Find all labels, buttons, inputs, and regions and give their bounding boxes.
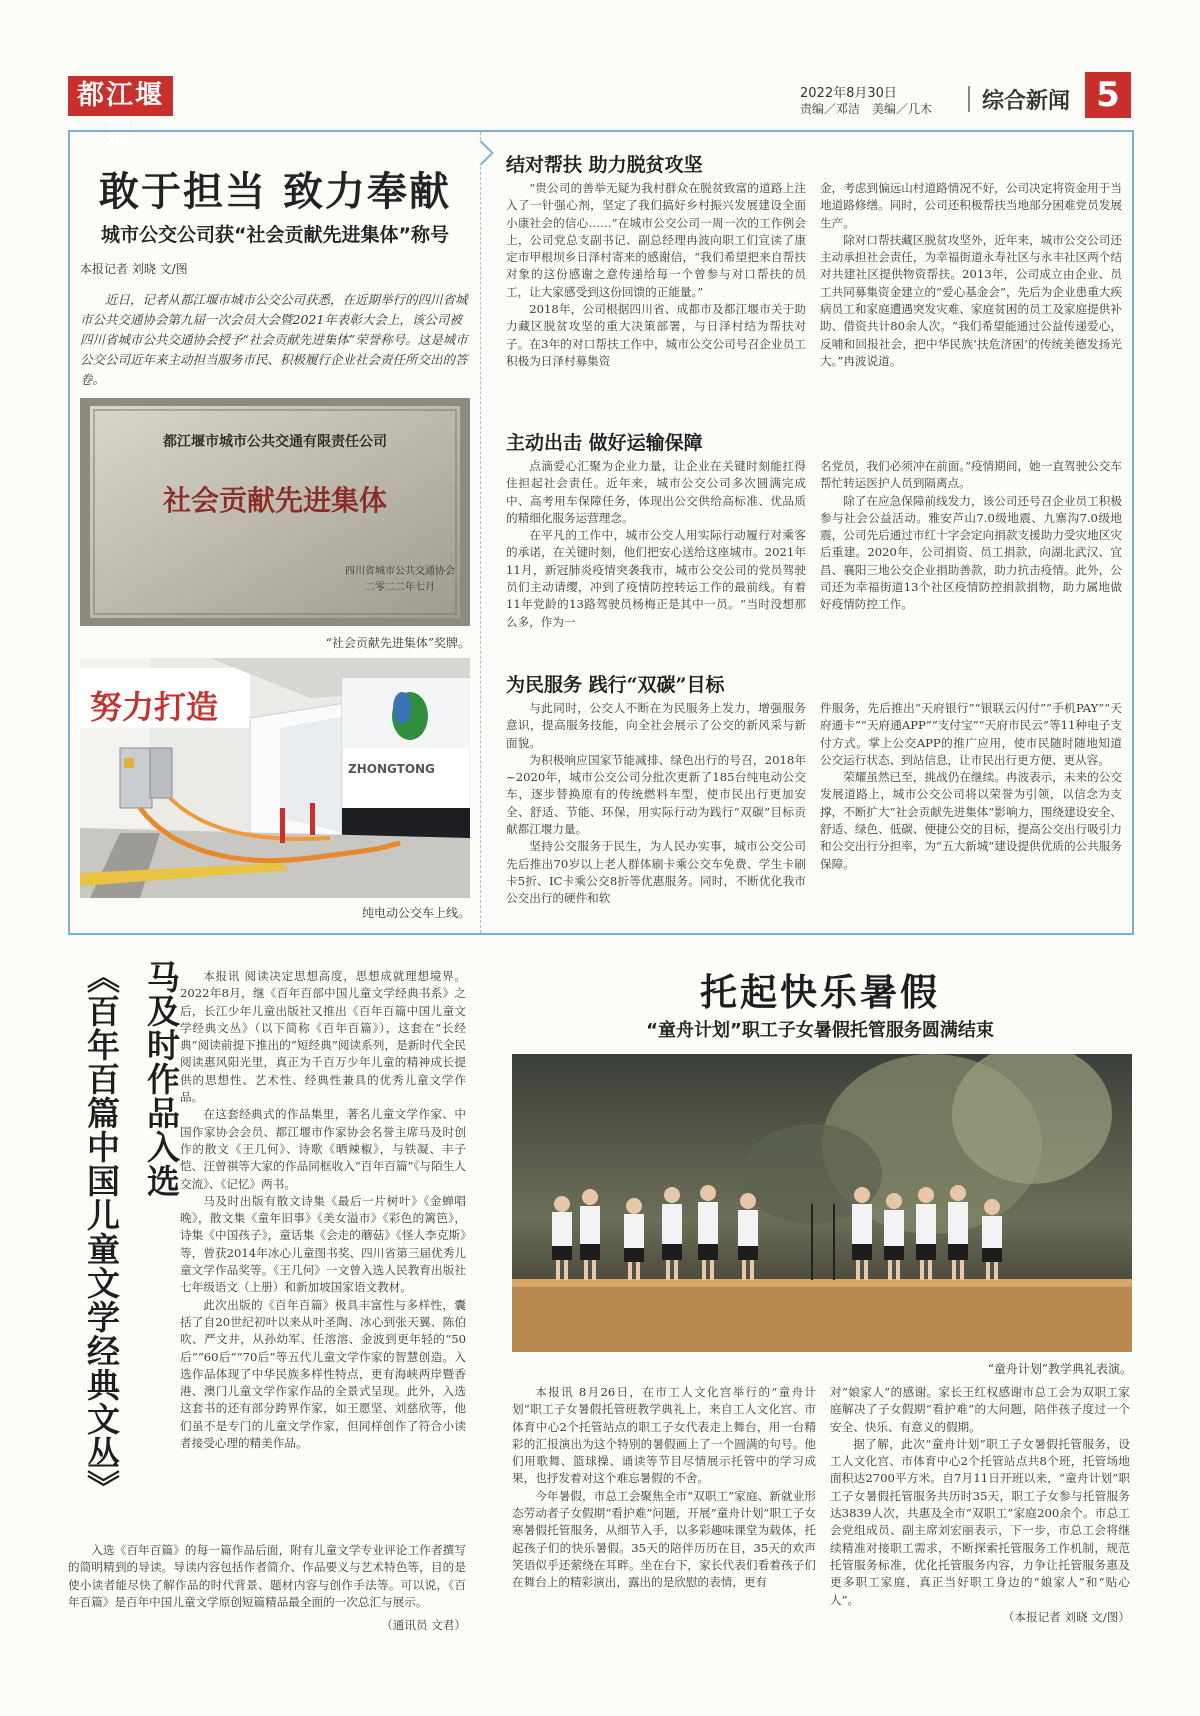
bus-depot-image [80,658,470,898]
stage-photo-caption: “童舟计划”教学典礼表演。 [987,1362,1132,1376]
section2-right-paragraph: 除了在应急保障前线发力，该公司还号召企业员工积极参与社会公益活动。雅安芦山7.0级地震、九寨沟7.0级地震，公司先后通过市红十字会定向捐款支援助力受灾地区灾后重建。2020年，公司捐资、员工捐款，向湖北武汉、宜昌、襄阳三地公交企业捐助善款，助力抗击疫情。此外，公司还为幸福街道13个社区疫情防控捐款捐物，助力属地做好疫情防控工作。 [820,493,1122,612]
plaque-issuer: 四川省城市公共交通协会 [345,566,455,577]
page-number: 5 [1085,72,1131,118]
summer-paragraph: 本报讯 8月26日，在市工人文化宫举行的“童舟计划”职工子女暑假托管班教学典礼上，来自工人文化宫、市体育中心2个托管站点的职工子女代表走上舞台，用一台精彩的汇报演出为这个特别的暑假画上了一个圆满的句号。他们用歌舞、篮球操、诵读等节目尽情展示托管中的学习成果，也抒发着对这个难忘暑假的不舍。 [512,1385,816,1486]
plaque-date: 二零二二年七月 [365,582,435,593]
books-column-bottom [68,1542,466,1634]
books-paragraph: 此次出版的《百年百篇》极具丰富性与多样性，囊括了自20世纪初叶以来从叶圣陶、冰心到张天翼、陈伯吹、严文井，从孙幼军、任溶溶、金波到更年轻的“50后”“60后”“70后”等五代儿童文学作家的智慧创造。入选作品体现了中华民族多样性特点，更有海峡两岸暨香港、澳门儿童文学作家作品的全景式呈现。此外，入选这套书的还有部分跨界作家，如王愿坚、刘慈欣等，他们虽不是专门的儿童文学作家，但同样创作了符合小读者接受心理的精美作品。 [180,1297,466,1451]
summer-paragraph: 今年暑假，市总工会聚焦全市“双职工”家庭、新就业形态劳动者子女假期“看护难”问题，开展“童舟计划”职工子女寒暑假托管服务，从细节入手，以多彩趣味课堂为载体，托起孩子们的快乐暑假。35天的陪伴历历在目，35天的欢声笑语似乎还萦绕在耳畔。坐在台下，家长代表们看着孩子们在舞台上的精彩演出，露出的是欣慰的表情，更有 [512,1488,816,1590]
issue-date: 2022年8月30日 [800,86,897,101]
section2-right-paragraph: 名党员，我们必须冲在前面。”疫情期间，她一直驾驶公交车帮忙转运医护人员到隔离点。 [820,459,1122,491]
section2-left-paragraph: 在平凡的工作中，城市公交人用实际行动履行对乘客的承诺，在关键时刻，他们把安心送给这座城市。2021年11月，新冠肺炎疫情突袭我市，城市公交公司的党员驾驶员们主动请缨，冲到了疫情防控转运工作的最前线。有着11年党龄的13路驾驶员杨梅正是其中一员。“当时没想那么多，作为一 [506,528,806,629]
section2-left-paragraph: 点滴爱心汇聚为企业力量，让企业在关键时刻能扛得住担起社会责任。近年来，城市公交公司多次圆满完成中、高考用车保障任务，体现出公交供给高标准、优品质的精细化服务运营理念。 [506,459,806,525]
section3-left-column [506,700,806,908]
depot-banner-text: 努力打造 [90,688,219,726]
feature-subheadline: 城市公交公司获“社会贡献先进集体”称号 [101,224,449,246]
feature-lead: 近日，记者从都江堰市城市公交公司获悉，在近期举行的四川省城市公共交通协会第九届一次会员大会暨2021年表彰大会上，该公司被四川省城市公共交通协会授予“社会贡献先进集体”荣誉称号。这是城市公交公司近年来主动担当服务市民、积极履行企业社会责任所交出的答卷。 [80,292,468,387]
summer-headline: 托起快乐暑假 [700,970,940,1014]
feature-headline: 敢于担当 致力奉献 [99,168,451,215]
feature-column-divider [480,132,481,933]
section3-left-paragraph: 坚持公交服务于民生，为人民办实事，城市公交公司先后推出70岁以上老人群体刷卡乘公交车免费、学生卡刷卡5折、IC卡乘公交8折等优惠服务。同时，不断优化我市公交出行的硬件和软 [506,839,806,906]
plaque-caption: “社会贡献先进集体”奖牌。 [325,636,470,650]
books-paragraph: 本报讯 阅读决定思想高度，思想成就理想境界。2022年8月，继《百年百部中国儿童文学经典书系》之后，长江少年儿童出版社又推出《百年百篇中国儿童文学经典文丛》（以下简称《百年百篇》），这套在“长经典”阅读前提下推出的“短经典”阅读系列，是新时代全民阅读惠风阳光里，真正为千百万少年儿童的精神成长提供的思想性、艺术性、经典性兼具的优秀儿童文学作品。 [180,969,466,1105]
summer-paragraph: 对“娘家人”的感谢。家长王红权感谢市总工会为双职工家庭解决了子女假期“看护难”的大问题，陪伴孩子度过一个安全、快乐、有意义的假期。 [830,1385,1130,1434]
section1-left-paragraph: 2018年，公司根据四川省、成都市及都江堰市关于助力藏区脱贫攻坚的重大决策部署，与日泽村结为帮扶对子。在3年的对口帮扶工作中，城市公交公司号召企业员工积极为日泽村募集资 [506,302,806,368]
books-byline: （通讯员 文君） [381,1618,466,1633]
section3-right-paragraph: 件服务，先后推出“天府银行”“银联云闪付”“手机PAY”“天府通卡”“天府通APP”“支付宝”“天府市民云”等11种电子支付方式。掌上公交APP的推广应用，使市民随时随地知道公交运行状态、到站信息，让市民出行更方便、更从容。 [820,701,1122,767]
bus-photo-caption: 纯电动公交车上线。 [361,906,470,920]
editors-credit: 责编／邓洁 美编／几木 [800,102,933,116]
section-heading-transport-support: 主动出击 做好运输保障 [506,432,703,454]
header-divider [968,86,970,112]
books-paragraph: 马及时出版有散文诗集《最后一片树叶》《金蝉唱晚》，散文集《童年旧事》《美女溢市》《彩色的篱笆》，诗集《中国孩子》，童话集《会走的蘑菇》《怪人李克斯》等，曾获2014年冰心儿童图书奖、四川省第三届优秀儿童文学作品奖等。《王几何》一文曾入选人民教育出版社七年级语文（上册）和新加坡国家语文教材。 [180,1193,466,1295]
section1-left-paragraph: “贵公司的善举无疑为我村群众在脱贫致富的道路上注入了一针强心剂，坚定了我们搞好乡村振兴发展建设全面小康社会的信心……”在城市公交公司一周一次的工作例会上，公司党总支副书记、副总经理冉波向职工们宣读了康定市甲根坝乡日泽村寄来的感谢信，“我们希望把来自帮扶对象的这份感谢之意传递给每一个曾参与对口帮扶的员工，让大家感受到这份回馈的正能量。” [506,181,806,299]
section2-left-column [506,458,806,631]
bus-brand-text: ZHONGTONG [348,762,435,776]
summer-left-column [512,1384,816,1592]
section-heading-dual-carbon: 为民服务 践行“双碳”目标 [506,674,725,696]
section1-right-paragraph: 金，考虑到偏远山村道路情况不好，公司决定将资金用于当地道路修缮。同时，公司还积极帮扶当地部分困难党员发展生产。 [820,181,1122,230]
section-title: 综合新闻 [982,89,1071,114]
masthead-logo: 都江堰报 [68,76,173,116]
section3-right-column [820,700,1122,873]
section3-right-paragraph: 荣耀虽然已至，挑战仍在继续。冉波表示，未来的公交发展道路上，城市公交公司将以荣誉为引领，以信念为支撑，不断扩大“社会贡献先进集体”影响力，围绕建设安全、舒适、绿色、低碳、便捷公交的目标，提高公交出行吸引力和公交出行分担率，为“五大新城”建设提供优质的公共服务保障。 [820,770,1122,871]
section1-right-column [820,180,1122,370]
feature-byline: 本报记者 刘晓 文/图 [80,262,188,276]
plaque-award: 社会贡献先进集体 [162,484,388,517]
plaque-company: 都江堰市城市公共交通有限责任公司 [163,434,387,450]
section3-left-paragraph: 为积极响应国家节能减排、绿色出行的号召，2018年~2020年，城市公交公司分批次更新了185台纯电动公交车，逐步替换原有的传统燃料车型，使市民出行更加安全、舒适、节能、环保，用实际行动为践行“双碳”目标贡献都江堰力量。 [506,752,806,837]
section-heading-poverty-alleviation: 结对帮扶 助力脱贫攻坚 [506,154,703,176]
stage-image [512,1054,1132,1352]
plaque-image [80,398,470,626]
section3-left-paragraph: 与此同时，公交人不断在为民服务上发力，增强服务意识，提高服务技能，向全社会展示了公交的新风采与新面貌。 [506,701,806,750]
section2-right-column [820,458,1122,614]
summer-subheadline: “童舟计划”职工子女暑假托管服务圆满结束 [646,1020,994,1041]
summer-right-column [830,1384,1130,1626]
books-paragraph: 在这套经典式的作品集里，著名儿童文学作家、中国作家协会会员、都江堰市作家协会名誉主席马及时创作的散文《王几何》、诗歌《晒辣椒》，与铁凝、丰子恺、汪曾祺等大家的作品同框收入“百年百篇”《与陌生人交流》、《记忆》两书。 [180,1107,466,1191]
section1-right-paragraph: 除对口帮扶藏区脱贫攻坚外，近年来，城市公交公司还主动承担社会责任，为幸福街道永寿社区与永丰社区两个结对共建社区提供物资帮扶。2013年，公司成立由企业、员工共同募集资金建立的“爱心基金会”，先后为企业患重大疾病员工和家庭遭遇突发灾难、家庭贫困的员工及家庭提供补助、借资共计80余人次。“我们希望能通过公益传递爱心，反哺和回报社会，把中华民族‘扶危济困’的传统美德发扬光大。”冉波说道。 [820,232,1122,368]
electric-bus-photo [80,658,470,898]
summer-paragraph: 据了解，此次“童舟计划”职工子女暑假托管服务，设工人文化宫、市体育中心2个托管站点共8个班，托管场地面积达2700平方米。自7月11日开班以来，“童舟计划”职工子女暑假托管服务共历时35天，职工子女参与托管服务达3839人次，共惠及全市“双职工”家庭200余个。市总工会党组成员、副主席刘宏丽表示，下一步，市总工会将继续精准对接职工需求，不断探索托管服务工作机制，规范托管服务标准，优化托管服务内容，力争让托管服务惠及更多职工家庭，真正当好职工身边的“娘家人”和“贴心人”。 [830,1436,1130,1607]
section1-left-column [506,180,806,370]
books-column-top [180,968,466,1452]
stage-performance-photo [512,1054,1132,1352]
summer-byline: （本报记者 刘晓 文/图） [1002,1609,1130,1624]
award-plaque-photo [80,398,470,626]
books-headline-line2: 《百年百篇中国儿童文学经典文丛》 [82,960,121,1504]
books-paragraph: 入选《百年百篇》的每一篇作品后面，附有儿童文学专业评论工作者撰写的简明精到的导读。导读内容包括作者简介、作品要义与艺术特色等，目的是使小读者能尽快了解作品的时代背景、题材内容与创作手法等。可以说，《百年百篇》是百年中国儿童文学原创短篇精品最全面的一次总汇与展示。 [68,1543,466,1609]
books-headline-line1: 马及时作品入选 [142,960,181,1198]
